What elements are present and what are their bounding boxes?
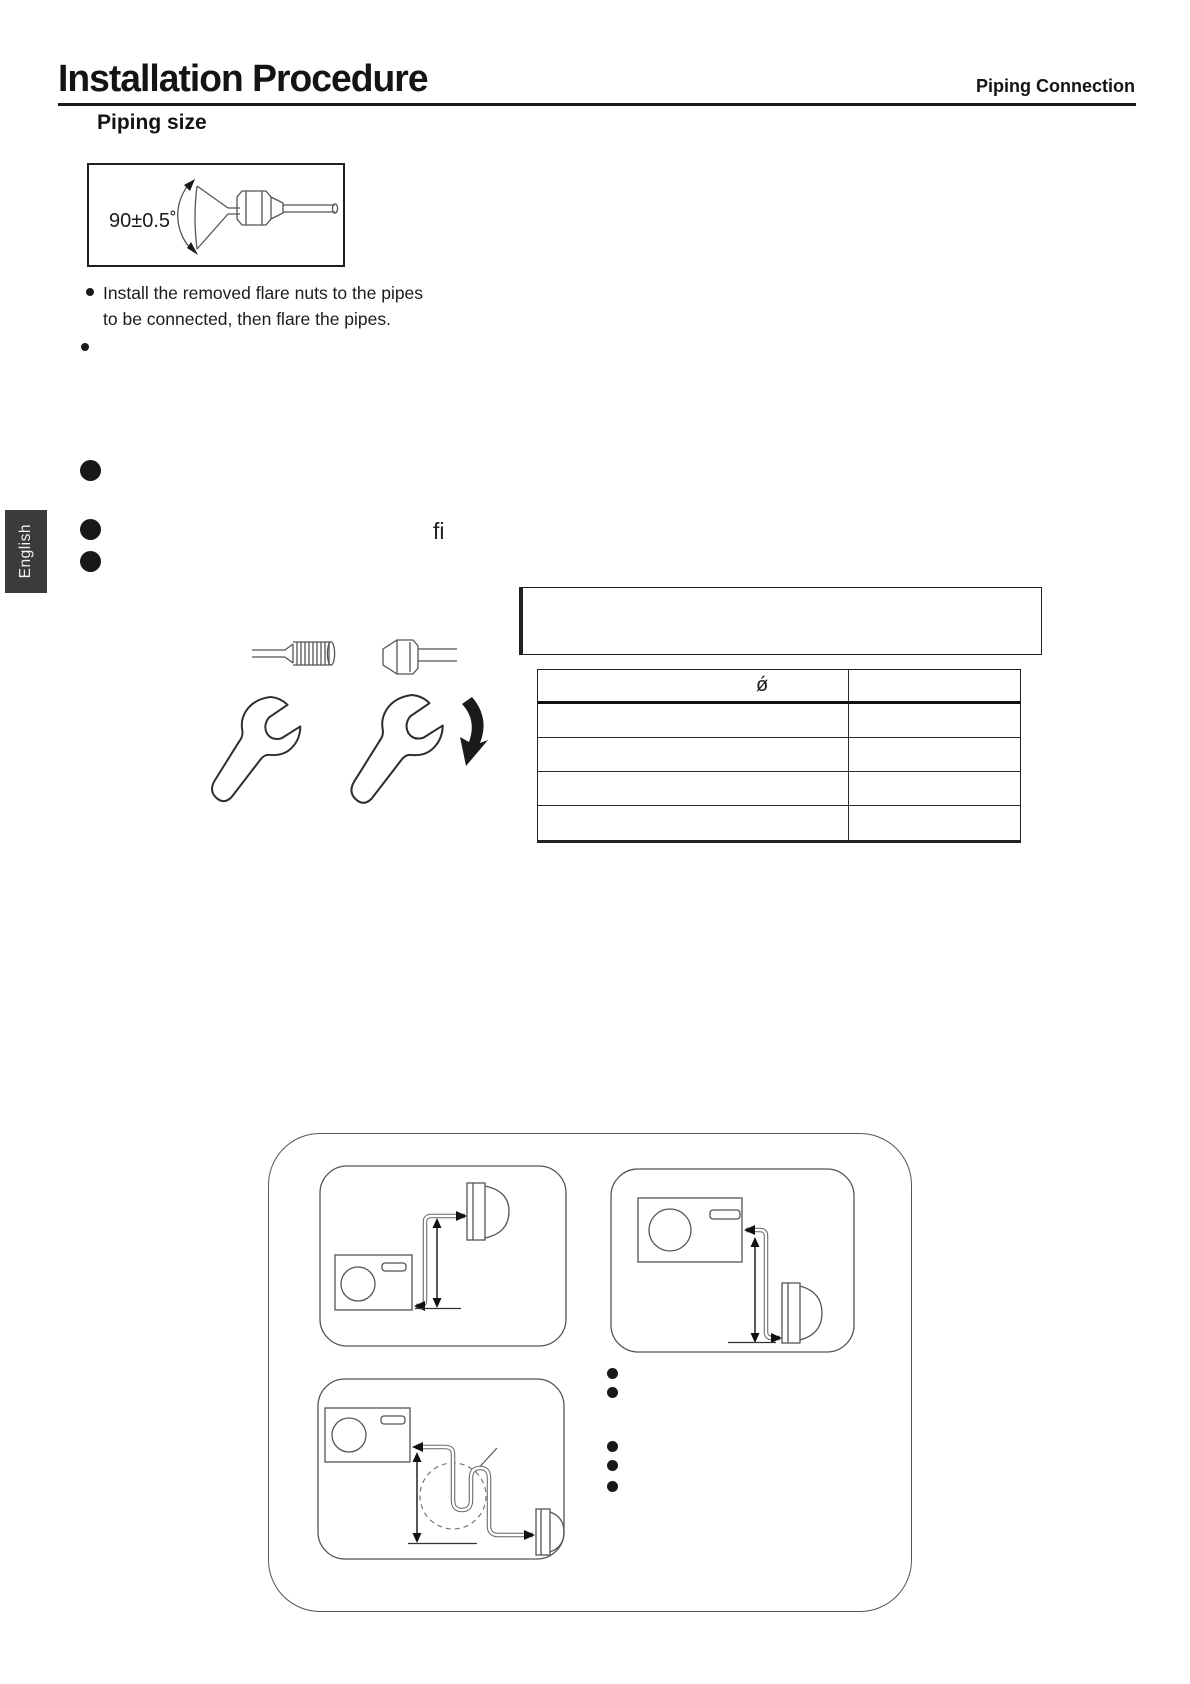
install-note-line1: Install the removed flare nuts to the pipes — [103, 283, 424, 303]
flare-angle-label: 90±0.5˚ — [109, 210, 177, 232]
page-title: Installation Procedure — [58, 58, 428, 100]
diameter-symbol: ǿ — [756, 674, 769, 696]
section-title: Piping size — [97, 111, 207, 134]
bullet-dot-icon — [607, 1368, 618, 1379]
table-row — [538, 738, 1020, 772]
bullet-dot-icon — [607, 1441, 618, 1452]
piping-with-oil-trap-diagram — [317, 1378, 565, 1560]
table-row — [538, 806, 1020, 840]
language-tab — [5, 510, 47, 593]
pipe-table-rows — [538, 704, 1020, 840]
bullet-dot-icon — [80, 519, 101, 540]
flare-angle-box — [87, 163, 345, 267]
outdoor-above-indoor-piping-diagram — [610, 1168, 855, 1353]
bullet-dot-icon — [607, 1387, 618, 1398]
hex-flare-nut-icon — [378, 636, 458, 678]
threaded-flare-fitting-icon — [252, 636, 346, 676]
header-rule — [58, 103, 1136, 106]
bullet-dot-icon — [80, 551, 101, 572]
header-right-label: Piping Connection — [976, 76, 1135, 96]
piping-size-table — [537, 669, 1021, 843]
notice-box — [519, 587, 1042, 655]
open-end-wrench-icon — [208, 694, 310, 812]
tighten-direction-arrow-icon — [438, 696, 490, 768]
bullet-dot-icon — [86, 288, 94, 296]
table-row — [538, 704, 1020, 738]
bullet-dot-icon — [80, 460, 101, 481]
bullet-dot-icon — [81, 343, 89, 351]
outdoor-below-indoor-piping-diagram — [319, 1165, 567, 1347]
table-row — [538, 772, 1020, 806]
text-fragment: fi — [433, 518, 445, 544]
flare-cone-with-nut-and-pipe-icon — [89, 165, 343, 265]
language-tab-label: English — [17, 524, 34, 579]
bullet-dot-icon — [607, 1481, 618, 1492]
bullet-dot-icon — [607, 1460, 618, 1471]
install-note-line2: to be connected, then flare the pipes. — [103, 309, 391, 329]
table-header-row — [538, 670, 1020, 704]
